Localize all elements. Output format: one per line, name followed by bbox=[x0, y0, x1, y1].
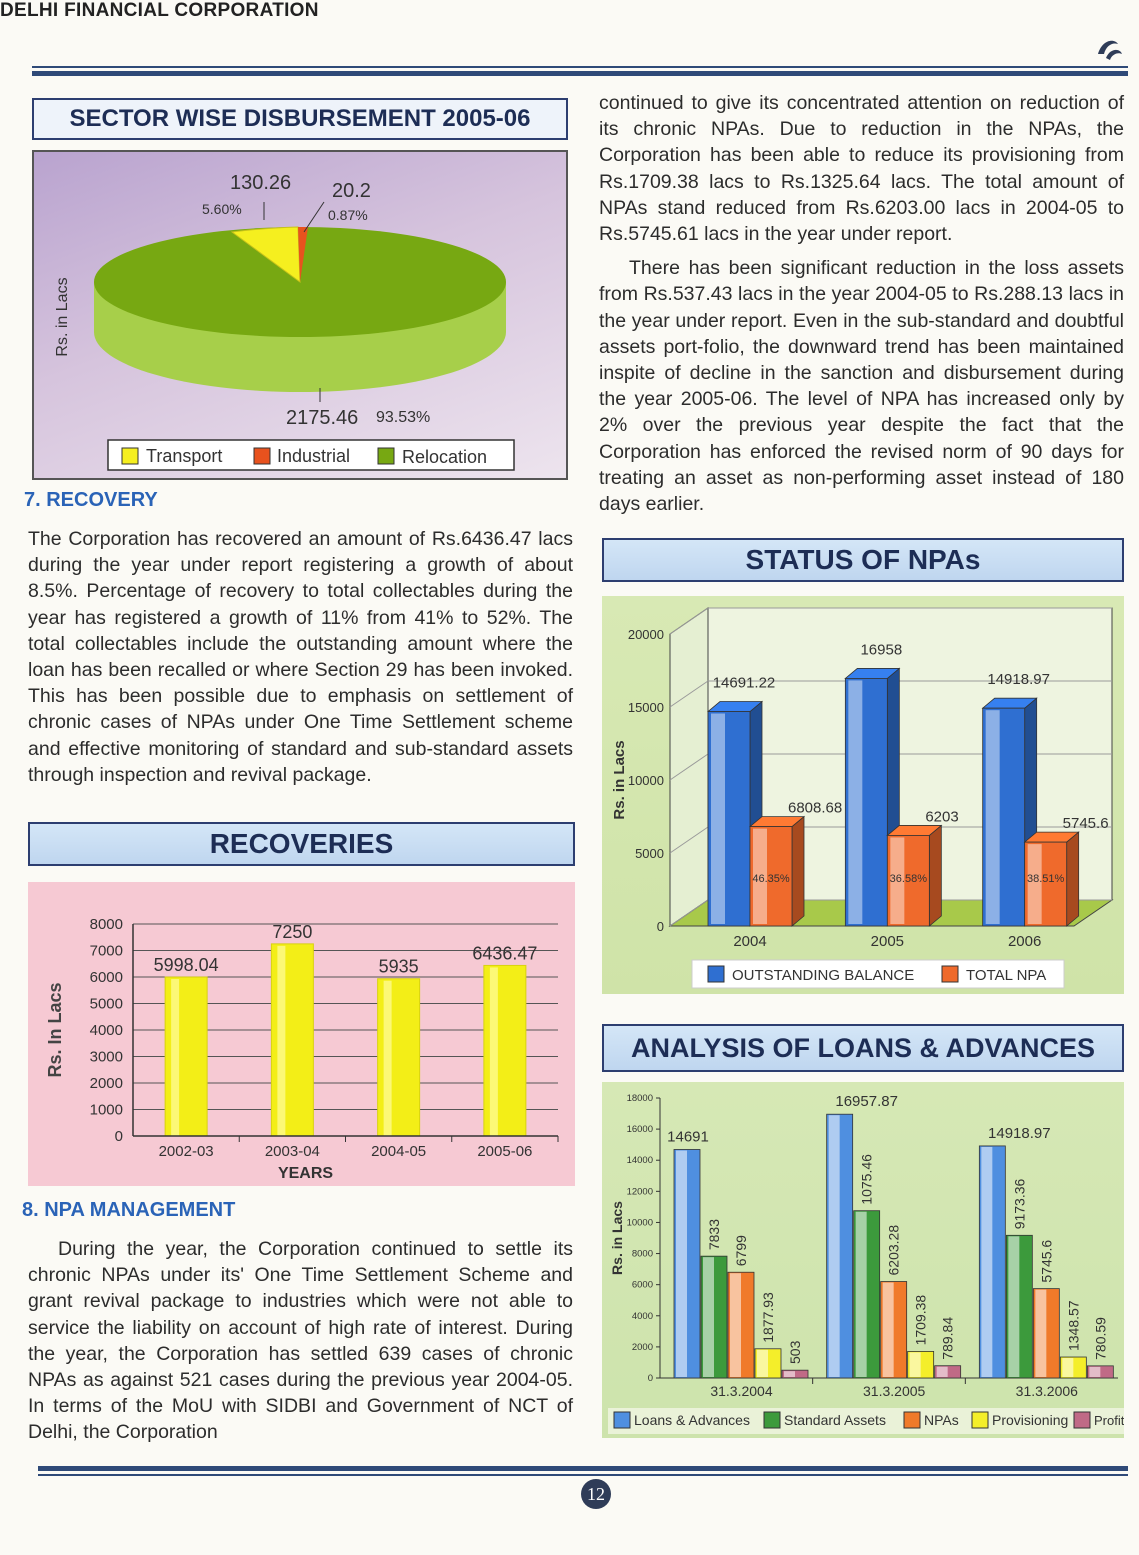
loans-bar-shine bbox=[757, 1350, 768, 1377]
npa-legend-swatch bbox=[942, 966, 958, 982]
npa-ylabel: Rs. in Lacs bbox=[611, 740, 628, 820]
loans-value-label: 6799 bbox=[733, 1235, 749, 1267]
npa-pct-label: 38.51% bbox=[1027, 873, 1065, 885]
sector-label-industrial-value: 20.2 bbox=[332, 180, 371, 202]
header-rule-thick bbox=[32, 71, 1128, 76]
npa-mgmt-text: During the year, the Corporation continued to settle its chronic NPAs under its' One Time Settlement Scheme and grant revival package to industries which were not able to service the liability on account of high rate of interest. During the year, the Corporation has settled 639 cases of chronic NPAs as against 521 cases during the previous year 2004-05. In terms of the MoU with SIDBI and Government of NCT of Delhi, the Corporation bbox=[28, 1238, 573, 1444]
loans-legend-swatch bbox=[972, 1412, 988, 1428]
npa-legend-swatch bbox=[708, 966, 724, 982]
loans-xtick: 31.3.2004 bbox=[710, 1383, 773, 1399]
loans-value-label: 1075.46 bbox=[858, 1154, 875, 1205]
loans-xtick: 31.3.2005 bbox=[863, 1383, 926, 1399]
npa-value-label: 6808.68 bbox=[788, 799, 843, 817]
recoveries-ytick: 8000 bbox=[89, 916, 123, 933]
npa-value-label: 6203 bbox=[925, 808, 959, 826]
npa-bar-shine bbox=[711, 714, 725, 924]
recoveries-bar-highlight bbox=[277, 946, 285, 1136]
recoveries-ytick: 1000 bbox=[89, 1101, 123, 1119]
sector-label-relocation-pct: 93.53% bbox=[376, 409, 431, 426]
loans-bar-shine bbox=[730, 1273, 741, 1377]
npa-xtick: 2005 bbox=[870, 933, 905, 950]
recoveries-xtick: 2004-05 bbox=[371, 1143, 427, 1160]
loans-ytick: 2000 bbox=[631, 1341, 653, 1353]
loans-value-label: 503 bbox=[787, 1340, 803, 1364]
npa-pct-label: 46.35% bbox=[752, 873, 790, 885]
legend-swatch-transport bbox=[122, 448, 138, 464]
recoveries-ytick: 0 bbox=[114, 1128, 123, 1145]
loans-legend-swatch bbox=[904, 1412, 920, 1428]
loans-bar-chart bbox=[602, 1082, 1124, 1438]
npa-ytick: 5000 bbox=[635, 846, 664, 861]
recoveries-value-label: 6436.47 bbox=[472, 943, 538, 964]
loans-bar-shine bbox=[883, 1283, 894, 1377]
loans-value-label: 16957.87 bbox=[835, 1093, 898, 1111]
recovery-heading: 7. RECOVERY bbox=[24, 489, 158, 511]
loans-value-label: 7833 bbox=[706, 1218, 722, 1251]
npa-bar-shine bbox=[986, 710, 1000, 924]
legend-transport: Transport bbox=[146, 446, 223, 466]
legend-swatch-relocation bbox=[378, 448, 394, 464]
npa-value-label: 16958 bbox=[860, 641, 903, 659]
loans-legend-label: NPAs bbox=[924, 1412, 959, 1428]
sector-label-industrial-pct: 0.87% bbox=[328, 207, 368, 223]
loans-bar-shine bbox=[829, 1115, 840, 1377]
npa-bar-shine bbox=[848, 680, 862, 924]
loans-ytick: 0 bbox=[647, 1373, 653, 1384]
recoveries-bar-highlight bbox=[490, 967, 498, 1136]
loans-ytick: 6000 bbox=[631, 1279, 653, 1291]
npa-mgmt-heading: 8. NPA MANAGEMENT bbox=[22, 1199, 236, 1221]
recoveries-ytick: 6000 bbox=[89, 969, 123, 986]
loans-value-label: 1877.93 bbox=[760, 1292, 776, 1343]
npa-xtick: 2006 bbox=[1007, 933, 1042, 950]
loans-ytick: 12000 bbox=[626, 1186, 653, 1198]
npa-bar-chart bbox=[602, 596, 1124, 994]
right-column-text bbox=[599, 90, 1124, 517]
recovery-paragraph bbox=[28, 526, 573, 788]
legend-relocation: Relocation bbox=[402, 447, 488, 467]
loans-legend-swatch bbox=[614, 1412, 630, 1428]
loans-value-label: 14918.97 bbox=[988, 1124, 1051, 1142]
right-text-p2: There has been significant reduction in the loss assets from Rs.537.43 lacs in the year 2004-05 to Rs.288.13 lacs in the year under report. Even in the sub-standard and doubtful assets port-folio, the downward trend has been maintained inspite of decline in the sanction and disbursement during the year 2005-06. The level of NPA has increased only by 2% over the previous year despite the fact that the Corporation has enforced the revised norm of 90 days for treating an asset as non-performing asset instead of 180 days earlier. bbox=[599, 257, 1124, 516]
loans-ytick: 8000 bbox=[631, 1248, 653, 1260]
npa-legend-label: OUTSTANDING BALANCE bbox=[732, 967, 915, 984]
sector-chart-panel bbox=[32, 150, 568, 480]
recoveries-value-label: 5935 bbox=[378, 956, 419, 977]
loans-bar-shine bbox=[1035, 1290, 1046, 1377]
npa-mgmt-paragraph bbox=[28, 1236, 573, 1446]
loans-bar-shine bbox=[856, 1212, 867, 1377]
recoveries-bar-highlight bbox=[171, 979, 179, 1136]
page-number: 12 bbox=[581, 1479, 611, 1509]
loans-value-label: 1709.38 bbox=[912, 1294, 929, 1346]
recoveries-ytick: 7000 bbox=[89, 942, 123, 960]
npa-legend-label: TOTAL NPA bbox=[966, 967, 1047, 984]
loans-value-label: 1348.57 bbox=[1065, 1300, 1082, 1352]
footer-rule-thick bbox=[38, 1466, 1128, 1471]
legend-swatch-industrial bbox=[254, 448, 270, 464]
loans-bar-shine bbox=[784, 1371, 795, 1377]
loans-bar-shine bbox=[1008, 1236, 1019, 1377]
npa-chart-panel bbox=[602, 596, 1124, 994]
recoveries-xtick: 2003-04 bbox=[264, 1143, 320, 1160]
loans-legend-label: Provisioning bbox=[992, 1412, 1069, 1428]
npa-value-label: 14918.97 bbox=[987, 671, 1050, 689]
sector-label-relocation-value: 2175.46 bbox=[286, 407, 359, 429]
recoveries-ytick: 2000 bbox=[89, 1075, 123, 1092]
loans-legend-label: Loans & Advances bbox=[634, 1412, 750, 1428]
loans-legend-label: Profit bbox=[1094, 1413, 1124, 1428]
npa-ytick: 10000 bbox=[627, 773, 664, 788]
loans-ytick: 10000 bbox=[626, 1217, 653, 1229]
loans-legend-swatch bbox=[764, 1412, 780, 1428]
loans-ytick: 18000 bbox=[626, 1093, 653, 1104]
loans-chart-title: ANALYSIS OF LOANS & ADVANCES bbox=[602, 1024, 1124, 1072]
npa-ytick: 0 bbox=[656, 919, 664, 934]
loans-value-label: 780.59 bbox=[1092, 1317, 1109, 1360]
recoveries-value-label: 5998.04 bbox=[153, 955, 219, 976]
loans-chart-panel bbox=[602, 1082, 1124, 1438]
corporation-logo-icon bbox=[1092, 30, 1128, 66]
loans-legend-swatch bbox=[1074, 1412, 1090, 1428]
npa-value-label: 14691.22 bbox=[712, 674, 776, 692]
right-text-p1: continued to give its concentrated attention on reduction of its chronic NPAs. Due to reduction in the NPAs, the Corporation has been able to reduce its provisioning from Rs.1709.38 lacs to Rs.1325.64 lacs. The total amount of NPAs stand reduced from Rs.6203.00 lacs in 2004-05 to Rs.5745.61 lacs in the year under report. bbox=[599, 92, 1124, 246]
recoveries-ytick: 4000 bbox=[89, 1022, 123, 1039]
npa-xtick: 2004 bbox=[733, 933, 767, 950]
recoveries-chart-title: RECOVERIES bbox=[28, 822, 575, 866]
npa-chart-title: STATUS OF NPAs bbox=[602, 538, 1124, 582]
loans-bar-shine bbox=[676, 1150, 687, 1377]
loans-bar-shine bbox=[1089, 1367, 1100, 1377]
recovery-text: The Corporation has recovered an amount of Rs.6436.47 lacs during the year under report registering a growth of about 8.5%. Percentage of recovery to total collectables during the year has registered a growth of 11% from 41% to 52%. The total collectables include the outstanding amount where the loan has been recalled or where Section 29 has been invoked. This has been possible due to emphasis on settlement of chronic cases of NPAs under One Time Settlement scheme and effective monitoring of standard and sub-standard assets through inspection and revival package. bbox=[28, 528, 573, 786]
loans-value-label: 14691 bbox=[667, 1128, 709, 1146]
header-org-name: DELHI FINANCIAL CORPORATION bbox=[0, 0, 319, 21]
sector-chart-title: SECTOR WISE DISBURSEMENT 2005-06 bbox=[32, 98, 568, 140]
footer-rule-thin bbox=[38, 1474, 1128, 1476]
npa-bar-side bbox=[1067, 832, 1079, 926]
legend-industrial: Industrial bbox=[277, 446, 351, 466]
recoveries-value-label: 7250 bbox=[272, 921, 313, 942]
loans-xtick: 31.3.2006 bbox=[1015, 1383, 1078, 1399]
recoveries-ytick: 3000 bbox=[89, 1048, 123, 1066]
npa-ytick: 15000 bbox=[627, 700, 664, 715]
loans-bar-shine bbox=[981, 1147, 992, 1377]
npa-bar-side bbox=[792, 817, 804, 926]
header-rule-thin bbox=[32, 66, 1128, 68]
sector-label-transport-value: 130.26 bbox=[230, 172, 292, 194]
recoveries-ytick: 5000 bbox=[89, 995, 123, 1013]
loans-value-label: 6203.28 bbox=[885, 1224, 902, 1276]
loans-ytick: 4000 bbox=[631, 1310, 653, 1322]
recoveries-bar-highlight bbox=[384, 981, 392, 1136]
loans-bar-shine bbox=[910, 1352, 921, 1377]
loans-value-label: 5745.6 bbox=[1038, 1239, 1055, 1283]
loans-bar-shine bbox=[1062, 1358, 1073, 1377]
npa-value-label: 5745.6 bbox=[1062, 815, 1109, 833]
loans-ytick: 14000 bbox=[626, 1155, 653, 1167]
loans-legend-label: Standard Assets bbox=[784, 1412, 886, 1428]
loans-value-label: 789.84 bbox=[939, 1316, 956, 1360]
sector-pie-chart bbox=[34, 152, 566, 478]
loans-bar-shine bbox=[703, 1257, 714, 1377]
recoveries-bar-chart bbox=[28, 882, 575, 1186]
sector-label-transport-pct: 5.60% bbox=[202, 201, 242, 217]
loans-value-label: 9173.36 bbox=[1011, 1178, 1028, 1230]
recoveries-xtick: 2005-06 bbox=[477, 1143, 533, 1160]
npa-pct-label: 36.58% bbox=[889, 873, 927, 885]
loans-ylabel: Rs. in Lacs bbox=[609, 1201, 625, 1275]
recoveries-chart-panel bbox=[28, 882, 575, 1186]
npa-ytick: 20000 bbox=[627, 627, 664, 642]
sector-ylabel: Rs. in Lacs bbox=[54, 277, 71, 357]
recoveries-ylabel: Rs. In Lacs bbox=[45, 982, 65, 1078]
npa-bar-side bbox=[929, 825, 941, 926]
recoveries-xtick: 2002-03 bbox=[158, 1143, 214, 1160]
loans-ytick: 16000 bbox=[626, 1124, 653, 1136]
loans-bar-shine bbox=[937, 1367, 948, 1377]
recoveries-xlabel: YEARS bbox=[277, 1165, 334, 1182]
